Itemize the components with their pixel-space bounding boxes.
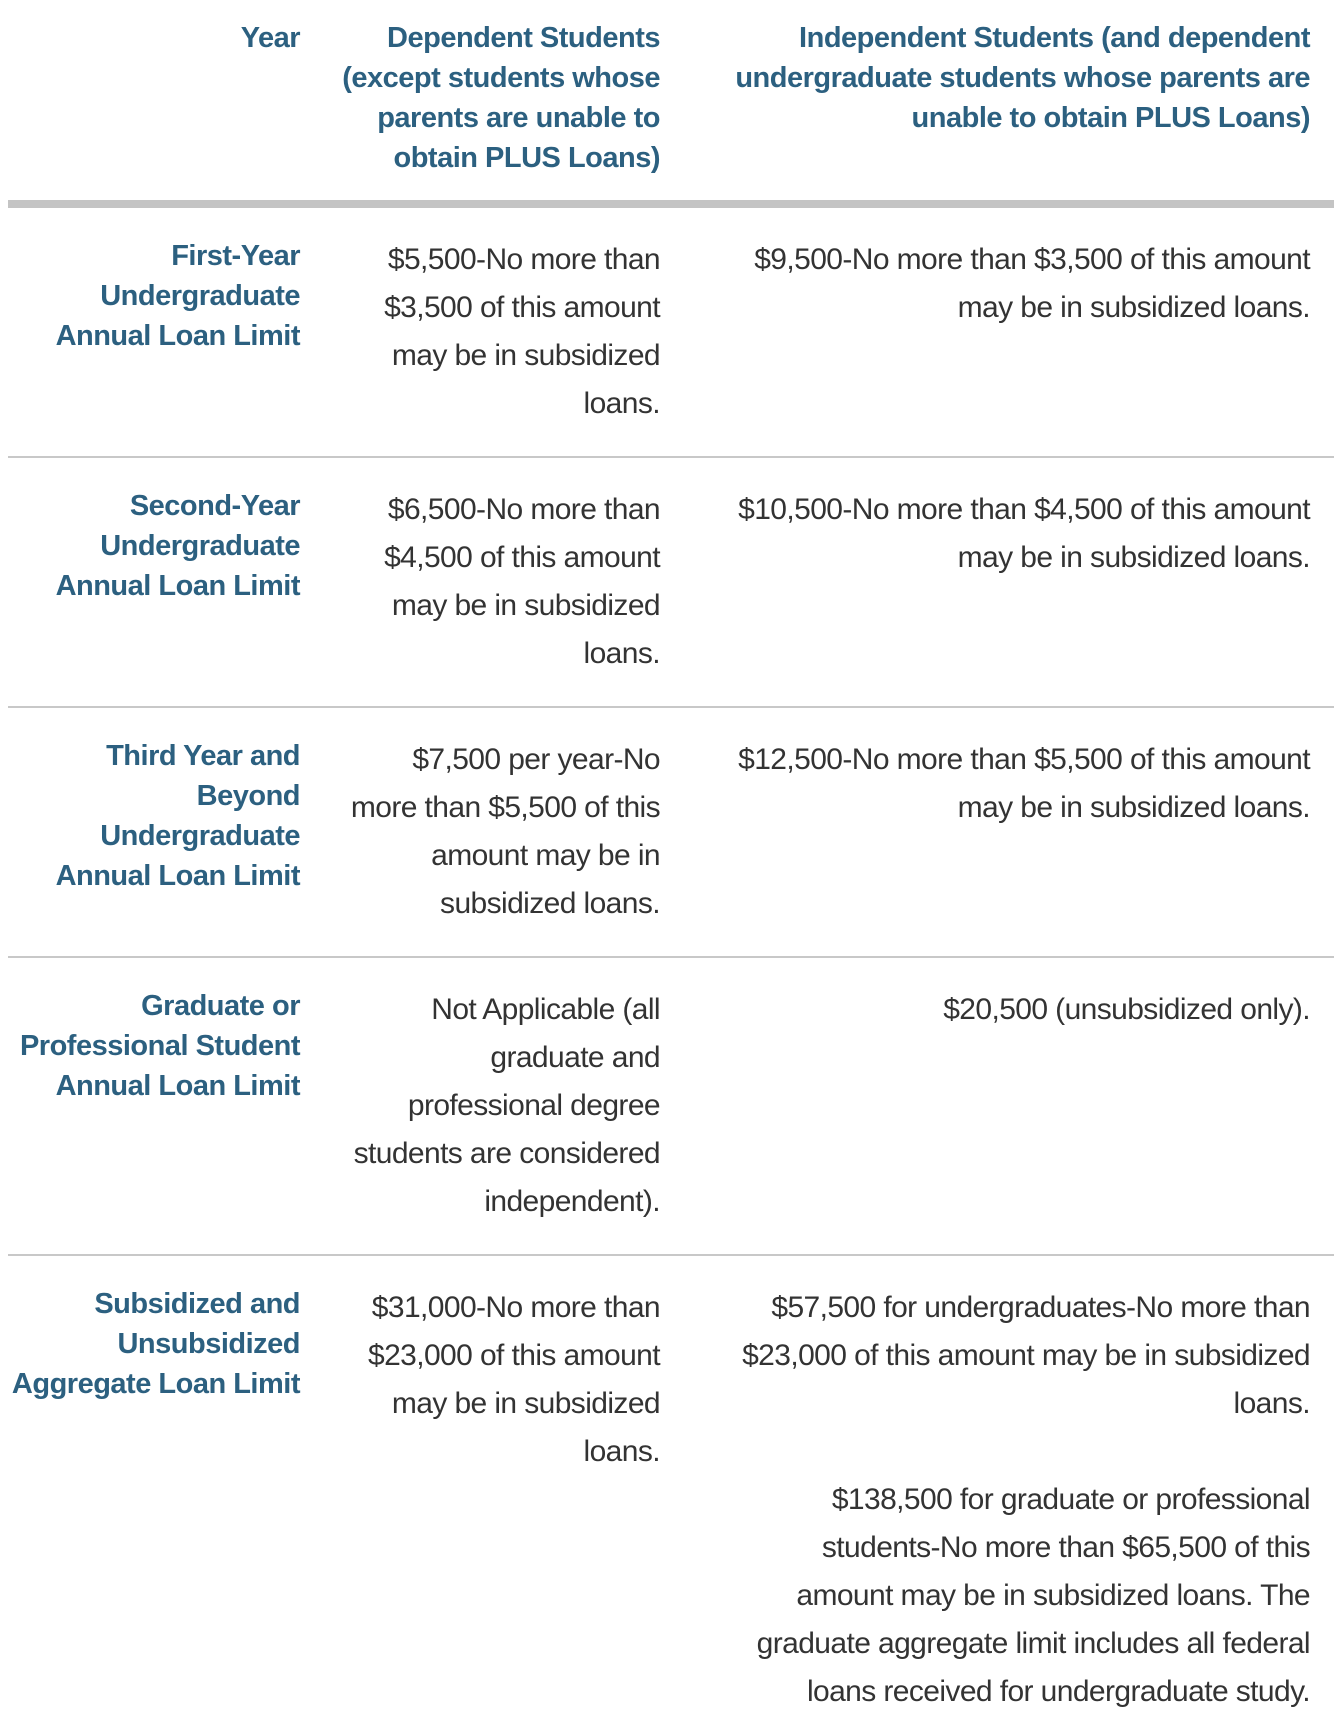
row-label: Third Year and Beyond Undergraduate Annual Loan Limit [8, 707, 302, 957]
independent-cell [684, 457, 1334, 707]
loan-limits-table [8, 0, 1334, 1716]
dependent-cell: $7,500 per year-No more than $5,500 of this amount may be in subsidized loans. [302, 707, 684, 957]
independent-paragraph: $12,500-No more than $5,500 of this amount may be in subsidized loans. [738, 743, 1310, 824]
table-row [8, 957, 1334, 1255]
independent-paragraph: $9,500-No more than $3,500 of this amount may be in subsidized loans. [754, 243, 1310, 324]
row-label: Graduate or Professional Student Annual Loan Limit [8, 957, 302, 1255]
independent-paragraph: $138,500 for graduate or professional students-No more than $65,500 of this amount may be in subsidized loans. The graduate aggregate limit includes all federal loans received for undergraduate study. [756, 1483, 1310, 1708]
independent-cell [684, 707, 1334, 957]
independent-paragraph: $57,500 for undergraduates-No more than $23,000 of this amount may be in subsidized loans. [742, 1291, 1310, 1420]
dependent-cell: $6,500-No more than $4,500 of this amount may be in subsidized loans. [302, 457, 684, 707]
header-row [8, 0, 1334, 204]
independent-paragraph: $10,500-No more than $4,500 of this amount may be in subsidized loans. [738, 493, 1310, 574]
header-independent-students: Independent Students (and dependent undergraduate students whose parents are unable to obtain PLUS Loans) [684, 0, 1334, 204]
row-label: Subsidized and Unsubsidized Aggregate Loan Limit [11, 1288, 300, 1400]
dependent-cell: $31,000-No more than $23,000 of this amount may be in subsidized loans. [367, 1291, 660, 1468]
row-label: Second-Year Undergraduate Annual Loan Limit [8, 457, 302, 707]
header-year: Year [8, 0, 302, 204]
dependent-cell: Not Applicable (all graduate and professional degree students are considered independent). [302, 957, 684, 1255]
independent-cell [684, 957, 1334, 1255]
independent-paragraph: $20,500 (unsubsidized only). [943, 993, 1310, 1026]
table-row [8, 1255, 1334, 1716]
table-row [8, 204, 1334, 457]
dependent-cell: $5,500-No more than $3,500 of this amount may be in subsidized loans. [302, 204, 684, 457]
independent-cell [684, 1255, 1334, 1716]
header-dependent-students: Dependent Students (except students whose parents are unable to obtain PLUS Loans) [302, 0, 684, 204]
row-label: First-Year Undergraduate Annual Loan Limit [8, 204, 302, 457]
table-row [8, 457, 1334, 707]
table-row [8, 707, 1334, 957]
independent-cell [684, 204, 1334, 457]
